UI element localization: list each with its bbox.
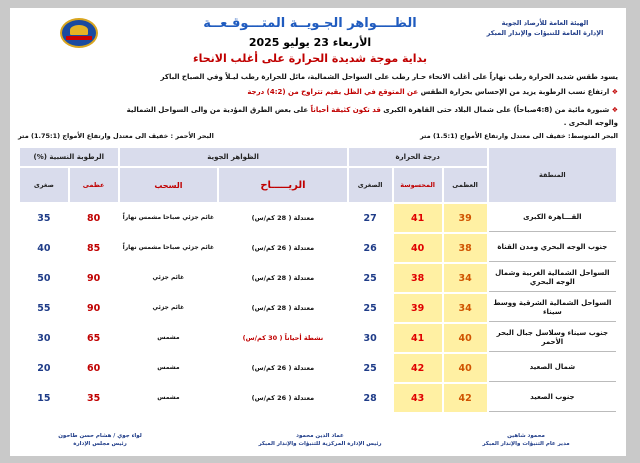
table-row <box>20 234 616 262</box>
feel-temp: 38 <box>394 264 442 292</box>
feel-temp: 39 <box>394 294 442 322</box>
feel-temp: 41 <box>394 324 442 352</box>
table-row <box>20 204 616 232</box>
max-temp: 38 <box>444 234 487 262</box>
region-header: المنطقة <box>489 148 616 202</box>
region-name: شمال الصعيد <box>489 354 616 382</box>
cloud-value: غائم جزئي صباحا مشمس نهاراً <box>120 234 218 262</box>
wind-header: الريـــــاح <box>219 168 346 202</box>
org-department: الإدارة العامة للتنبؤات والإنذار المبكر <box>486 29 604 37</box>
mediterranean-sea-state: البحر المتوسط: خفيف الى معتدل وارتفاع الأمواج (1.5:1) متر <box>419 132 618 140</box>
fog-note: شبورة مائية من (4:8صباحاً) على شمال البلاد حتى القاهرة الكبرى <box>383 106 610 114</box>
feel-temp: 41 <box>394 204 442 232</box>
min-temp: 25 <box>349 354 392 382</box>
organization-header <box>470 18 620 38</box>
org-name: الهيئة العامة للأرصاد الجوية <box>501 19 589 27</box>
min-temp: 26 <box>349 234 392 262</box>
signature-chairman <box>10 432 190 448</box>
max-temp: 40 <box>444 324 487 352</box>
logo-band <box>66 36 92 40</box>
page-title: الظــــواهر الجـويــة المتـــوقـعــة <box>203 16 417 31</box>
feel-temp-header: المحسوسة <box>394 168 442 202</box>
red-sea-state: البحر الأحمر : خفيف الى معتدل وارتفاع الأمواج (1.75:1) متر <box>18 132 214 140</box>
humidity-min: 15 <box>20 384 68 412</box>
signer-name: لواء جوي / هشام حسن طاحون <box>58 433 142 439</box>
signer-title: رئيس مجلس الإدارة <box>73 441 127 447</box>
cloud-header: السحب <box>120 168 218 202</box>
region-name: السواحل الشمالية الشرقية ووسط سيناء <box>489 294 616 322</box>
min-temp: 27 <box>349 204 392 232</box>
region-name: جنوب سيناء وسلاسل جبال البحر الأحمر <box>489 324 616 352</box>
signer-name: عماد الدين محمود <box>296 433 344 439</box>
min-temp: 25 <box>349 264 392 292</box>
forecast-line-3 <box>18 105 618 116</box>
humidity-min: 30 <box>20 324 68 352</box>
wind-value: معتدلة ( 28 كم/س) <box>219 294 346 322</box>
headline-warning: بداية موجة شديدة الحرارة على أغلب الانحاء <box>192 52 428 65</box>
feel-temp: 42 <box>394 354 442 382</box>
forecast-line-1: يسود طقس شديد الحرارة رطب نهاراً على أغلب الانحاء حـار رطب على السواحل الشمالية، مائل للحرارة رطب ليـلاً وفي الصباح الباكر <box>160 73 618 81</box>
wind-value: نشطة أحياناً ( 30 كم/س) <box>219 324 346 352</box>
cloud-value: غائم جزئي <box>120 264 218 292</box>
max-temp: 40 <box>444 354 487 382</box>
cloud-value: غائم جزئي صباحا مشمس نهاراً <box>120 204 218 232</box>
signer-title: رئيس الإدارة المركزية للتنبؤات والإنذار المبكر <box>258 441 382 447</box>
humidity-max: 80 <box>70 204 118 232</box>
min-temp: 25 <box>349 294 392 322</box>
table-row <box>20 354 616 382</box>
forecast-date: الأربعاء 23 يوليو 2025 <box>248 36 372 49</box>
humidity-max: 90 <box>70 264 118 292</box>
humidity-min: 35 <box>20 204 68 232</box>
min-temp: 30 <box>349 324 392 352</box>
phenomena-header: الظواهر الجوية <box>120 148 347 166</box>
temperature-header: درجة الحرارة <box>349 148 487 166</box>
forecast-line-4: والوجه البحرى . <box>563 119 618 127</box>
signature-forecast-director <box>436 432 616 448</box>
eagle-emblem-icon <box>70 25 88 35</box>
feel-temp: 40 <box>394 234 442 262</box>
wind-value: معتدلة ( 28 كم/س) <box>219 204 346 232</box>
wind-value: معتدلة ( 26 كم/س) <box>219 384 346 412</box>
table-row <box>20 384 616 412</box>
max-temp: 34 <box>444 294 487 322</box>
humidity-max: 85 <box>70 234 118 262</box>
region-name: جنوب الوجه البحري ومدن القناة <box>489 234 616 262</box>
humidity-min: 40 <box>20 234 68 262</box>
forecast-line-2 <box>18 87 618 98</box>
feel-note: عن المتوقع في الظل بقيم تتراوح من (4:2) درجة <box>247 88 419 96</box>
signer-title: مدير عام التنبؤات والإنذار المبكر <box>482 441 570 447</box>
cloud-value: مشمس <box>120 354 218 382</box>
humidity-max: 35 <box>70 384 118 412</box>
forecast-table <box>18 146 618 414</box>
feel-temp: 43 <box>394 384 442 412</box>
table-row <box>20 264 616 292</box>
humidity-max: 60 <box>70 354 118 382</box>
wind-value: معتدلة ( 28 كم/س) <box>219 264 346 292</box>
fog-dense-note: قد تكون كثيفة أحياناً <box>310 106 381 114</box>
cloud-value: مشمس <box>120 324 218 352</box>
max-temp: 39 <box>444 204 487 232</box>
table-row <box>20 324 616 352</box>
cloud-value: غائم جزئي <box>120 294 218 322</box>
max-temp: 42 <box>444 384 487 412</box>
min-temp: 28 <box>349 384 392 412</box>
min-temp-header: الصغرى <box>349 168 392 202</box>
fog-roads-note: على بعض الطرق المؤدية من والى السواحل الشمالية <box>126 106 309 114</box>
ema-logo-icon <box>60 18 98 48</box>
forecast-sheet <box>10 8 626 456</box>
bullet-icon: ❖ <box>611 106 618 114</box>
region-name: السواحل الشمالية الغربية وشمال الوجه البحري <box>489 264 616 292</box>
humidity-max: 65 <box>70 324 118 352</box>
region-name: جنوب الصعيد <box>489 384 616 412</box>
region-name: القـــاهرة الكبرى <box>489 204 616 232</box>
signature-central-head <box>230 432 410 448</box>
humidity-note: ارتفاع نسب الرطوبة يزيد من الإحساس بحرارة الطقس <box>420 88 610 96</box>
humidity-max-header: عظمى <box>70 168 118 202</box>
max-temp-header: العظمى <box>444 168 487 202</box>
humidity-max: 90 <box>70 294 118 322</box>
humidity-min: 20 <box>20 354 68 382</box>
humidity-min: 55 <box>20 294 68 322</box>
table-row <box>20 294 616 322</box>
humidity-header: الرطوبة النسبية (%) <box>20 148 118 166</box>
humidity-min-header: صغرى <box>20 168 68 202</box>
cloud-value: مشمس <box>120 384 218 412</box>
max-temp: 34 <box>444 264 487 292</box>
wind-value: معتدلة ( 26 كم/س) <box>219 234 346 262</box>
wind-value: معتدلة ( 26 كم/س) <box>219 354 346 382</box>
bullet-icon: ❖ <box>611 88 618 96</box>
humidity-min: 50 <box>20 264 68 292</box>
signer-name: محمود شاهين <box>507 433 545 439</box>
